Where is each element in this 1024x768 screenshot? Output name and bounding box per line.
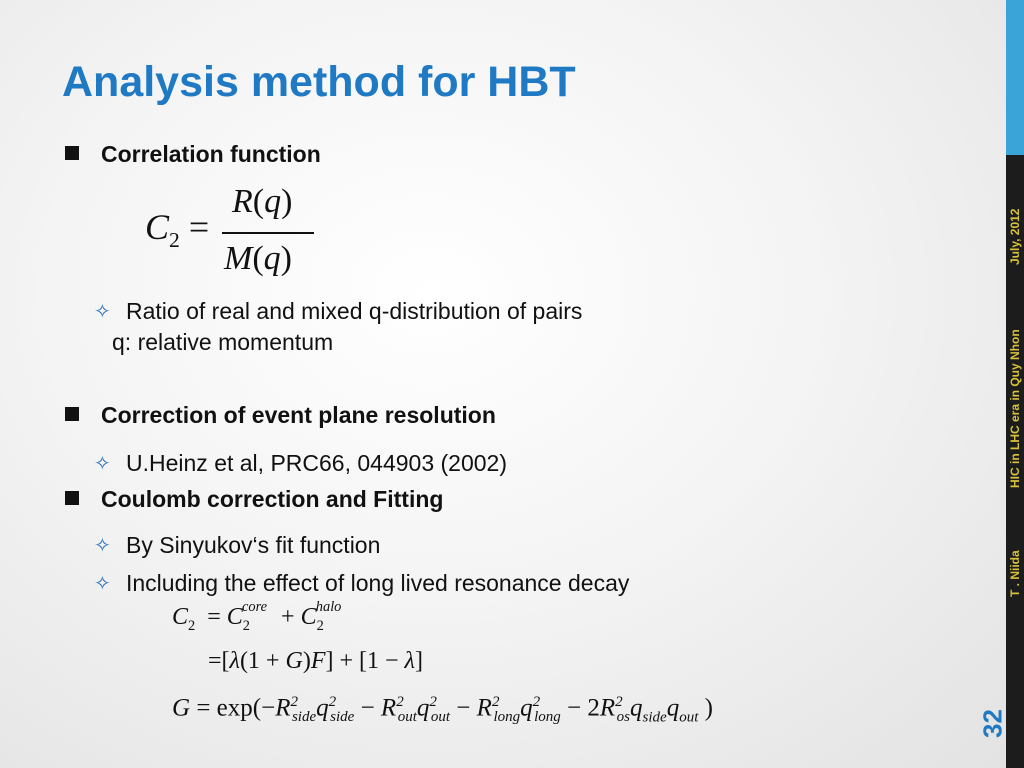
four-point-star-icon: ✧ [94, 301, 111, 323]
black-square-icon [65, 407, 79, 421]
page-number: 32 [977, 709, 1008, 739]
formula-numerator: R(q) [232, 183, 293, 220]
black-square-icon [65, 491, 79, 505]
footer-event: HIC in LHC era in Quy Nhon [1008, 329, 1022, 489]
section-heading-coulomb: Coulomb correction and Fitting [101, 486, 444, 512]
formula-lambda: =[λ(1 + G)F] + [1 − λ] [208, 648, 423, 674]
formula-lhs: $C_2$ = [145, 207, 210, 253]
sidebar-accent-strip [1006, 0, 1024, 155]
four-point-star-icon: ✧ [94, 573, 111, 595]
formula-denominator: M(q) [224, 240, 292, 277]
footer-author: T . Niida [1008, 550, 1022, 598]
footer-date: July, 2012 [1008, 208, 1022, 266]
four-point-star-icon: ✧ [94, 535, 111, 557]
item-ratio: Ratio of real and mixed q-distribution of pairs [126, 298, 583, 324]
formula-c2-core-halo: $C_2 = C_2^{core} + C_2^{halo}$ [172, 599, 342, 634]
item-sinyukov: By Sinyukov‘s fit function [126, 532, 381, 558]
item-heinz-reference: U.Heinz et al, PRC66, 044903 (2002) [126, 450, 507, 476]
item-relative-momentum: q: relative momentum [112, 329, 334, 355]
item-resonance-decay: Including the effect of long lived resonance decay [126, 570, 630, 596]
formula-g-exp: $G = \exp(-R^2_{side}q^2_{side} - R^2_{out}q^2_{out} - R^2_{long}q^2_{long} - 2R^2_{os}q_{side}q_{out}$ ) [172, 694, 713, 726]
black-square-icon [65, 146, 79, 160]
fraction-line [222, 232, 314, 234]
section-heading-event-plane: Correction of event plane resolution [101, 402, 496, 428]
section-heading-correlation: Correlation function [101, 141, 321, 167]
four-point-star-icon: ✧ [94, 453, 111, 475]
slide-title: Analysis method for HBT [62, 58, 576, 106]
